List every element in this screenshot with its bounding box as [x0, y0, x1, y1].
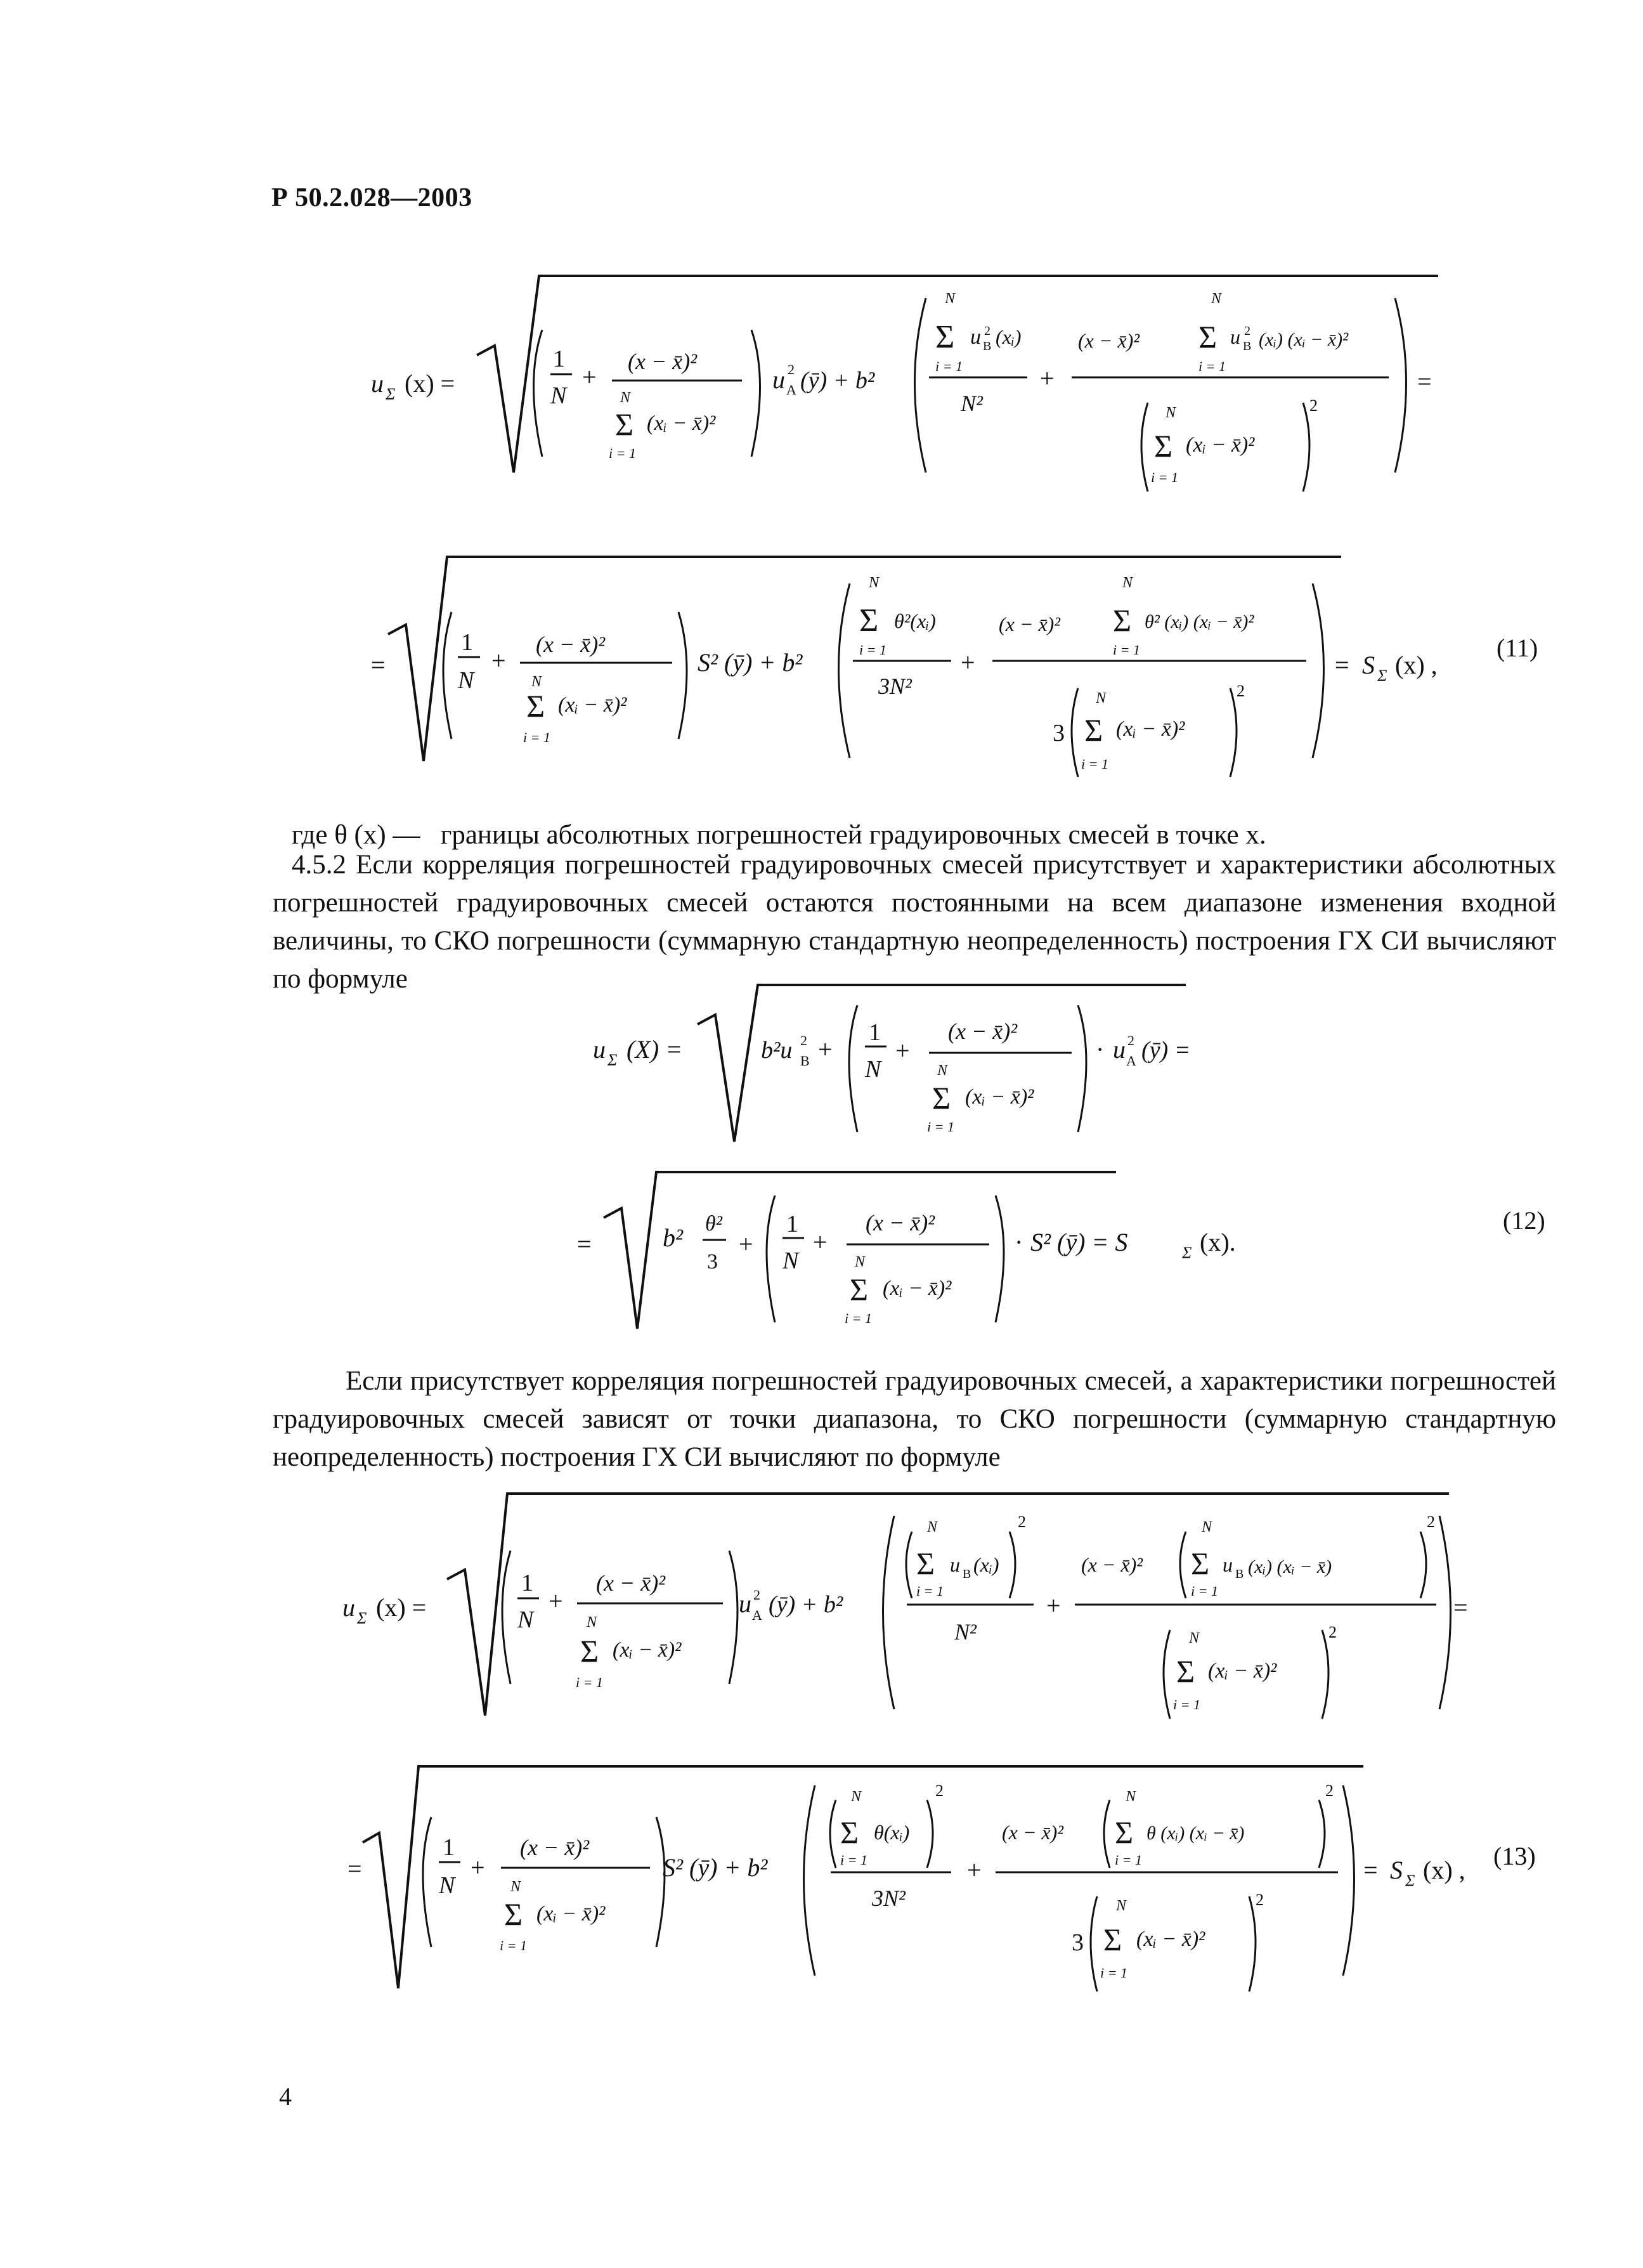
svg-text:(xᵢ): (xᵢ)	[973, 1553, 999, 1576]
svg-text:Σ: Σ	[1191, 1546, 1210, 1581]
svg-text:=: =	[371, 651, 386, 679]
svg-text:i = 1: i = 1	[840, 1852, 867, 1868]
svg-text:Σ: Σ	[1084, 712, 1103, 748]
svg-text:(xᵢ) (xᵢ − x̄)²: (xᵢ) (xᵢ − x̄)²	[1259, 329, 1349, 350]
svg-text:u: u	[342, 1593, 355, 1622]
svg-text:3N²: 3N²	[872, 1886, 906, 1911]
svg-text:θ(xᵢ): θ(xᵢ)	[874, 1821, 910, 1844]
svg-text:2: 2	[1427, 1513, 1435, 1531]
svg-text:u: u	[1230, 325, 1240, 348]
equation-13-line-2	[0, 1754, 1643, 2020]
svg-text:N: N	[550, 382, 567, 409]
svg-text:+: +	[967, 1856, 982, 1884]
svg-text:=: =	[1363, 1856, 1378, 1884]
svg-text:N: N	[1189, 1630, 1200, 1646]
svg-text:2: 2	[788, 362, 795, 377]
svg-text:u: u	[772, 365, 785, 394]
svg-text:1: 1	[461, 629, 473, 656]
equation-11-number: (11)	[1497, 634, 1538, 662]
svg-text:(x − x̄)²: (x − x̄)²	[596, 1570, 666, 1596]
svg-text:u: u	[950, 1553, 960, 1576]
svg-text:2: 2	[753, 1587, 760, 1603]
svg-text:2: 2	[1018, 1513, 1026, 1531]
svg-text:u: u	[593, 1035, 606, 1064]
svg-text:u: u	[970, 325, 981, 349]
svg-text:N: N	[937, 1062, 948, 1079]
svg-text:(x − x̄)²: (x − x̄)²	[1002, 1821, 1063, 1844]
svg-text:u: u	[1113, 1035, 1126, 1064]
svg-text:+: +	[582, 363, 597, 391]
svg-text:Σ: Σ	[1182, 1244, 1192, 1262]
svg-text:Σ: Σ	[935, 319, 955, 355]
svg-text:S² (ȳ) = S: S² (ȳ) = S	[1030, 1228, 1128, 1256]
svg-text:N: N	[1096, 690, 1107, 707]
svg-text:N: N	[865, 1056, 881, 1083]
svg-text:i = 1: i = 1	[1198, 358, 1226, 374]
svg-text:+: +	[1046, 1591, 1061, 1620]
svg-text:(xᵢ − x̄)²: (xᵢ − x̄)²	[1208, 1659, 1277, 1683]
svg-text:i = 1: i = 1	[845, 1310, 872, 1326]
equation-11-line-2	[0, 545, 1643, 799]
svg-text:Σ: Σ	[840, 1815, 859, 1850]
svg-text:+: +	[895, 1036, 910, 1065]
svg-text:1: 1	[869, 1019, 881, 1046]
svg-text:(xᵢ − x̄)²: (xᵢ − x̄)²	[613, 1638, 682, 1662]
svg-text:b²u: b²u	[761, 1037, 793, 1064]
page-number: 4	[279, 2082, 292, 2111]
svg-text:S: S	[1362, 651, 1375, 679]
svg-text:N: N	[458, 667, 474, 694]
svg-text:2: 2	[1328, 1623, 1337, 1641]
svg-text:B: B	[800, 1053, 810, 1069]
svg-text:Σ: Σ	[1377, 667, 1387, 685]
svg-text:N: N	[851, 1789, 862, 1805]
svg-text:(x − x̄)²: (x − x̄)²	[628, 349, 698, 374]
equation-11-line-1	[0, 266, 1643, 507]
svg-text:Σ: Σ	[580, 1633, 599, 1669]
svg-text:(ȳ) + b²: (ȳ) + b²	[769, 1591, 843, 1618]
svg-text:N: N	[620, 389, 631, 406]
svg-text:Σ: Σ	[504, 1896, 523, 1932]
svg-text:3: 3	[1053, 720, 1065, 746]
svg-text:Σ: Σ	[1103, 1922, 1122, 1957]
svg-text:Σ: Σ	[1115, 1815, 1134, 1850]
svg-text:A: A	[1126, 1053, 1136, 1069]
svg-text:N: N	[510, 1879, 521, 1895]
svg-text:B: B	[1243, 339, 1252, 353]
svg-text:=: =	[577, 1230, 592, 1258]
svg-text:2: 2	[1237, 682, 1245, 700]
equation-13-line-1	[0, 1478, 1643, 1738]
svg-text:N²: N²	[954, 1619, 977, 1645]
svg-text:i = 1: i = 1	[576, 1674, 603, 1690]
svg-text:i = 1: i = 1	[1151, 469, 1178, 485]
svg-text:Σ: Σ	[615, 407, 634, 442]
svg-text:Σ: Σ	[859, 603, 879, 639]
svg-text:θ²(xᵢ): θ²(xᵢ)	[894, 609, 936, 632]
svg-text:(xᵢ): (xᵢ)	[996, 325, 1022, 348]
svg-text:i = 1: i = 1	[609, 445, 636, 461]
equation-12-line-2	[0, 1161, 1643, 1345]
svg-text:i = 1: i = 1	[1191, 1583, 1218, 1599]
svg-text:(x − x̄)²: (x − x̄)²	[1078, 329, 1140, 352]
svg-text:B: B	[1235, 1567, 1244, 1581]
svg-text:1: 1	[786, 1211, 798, 1237]
svg-text:(x − x̄)²: (x − x̄)²	[999, 613, 1060, 635]
svg-text:1: 1	[443, 1834, 455, 1861]
svg-text:B: B	[963, 1567, 971, 1581]
svg-text:S² (ȳ) + b²: S² (ȳ) + b²	[663, 1853, 768, 1882]
svg-text:(X) =: (X) =	[627, 1035, 683, 1064]
svg-text:Σ: Σ	[1154, 428, 1173, 464]
svg-text:N: N	[439, 1872, 455, 1899]
svg-text:2: 2	[1256, 1891, 1264, 1909]
svg-text:1: 1	[553, 346, 565, 372]
svg-text:(x − x̄)²: (x − x̄)²	[1081, 1553, 1143, 1576]
svg-text:N: N	[945, 290, 956, 307]
svg-text:(xᵢ − x̄)²: (xᵢ − x̄)²	[1186, 433, 1255, 457]
equation-12-line-1	[0, 977, 1643, 1161]
svg-text:Σ: Σ	[850, 1272, 869, 1307]
svg-text:Σ: Σ	[357, 1609, 367, 1627]
svg-text:2: 2	[1244, 324, 1250, 338]
svg-text:N: N	[1166, 405, 1176, 421]
svg-text:(xᵢ) (xᵢ − x̄): (xᵢ) (xᵢ − x̄)	[1248, 1556, 1332, 1577]
svg-text:N: N	[1202, 1519, 1212, 1535]
svg-text:Σ: Σ	[1176, 1653, 1195, 1689]
svg-text:+: +	[813, 1228, 828, 1256]
svg-text:B: B	[983, 339, 992, 353]
svg-text:(x − x̄)²: (x − x̄)²	[520, 1835, 590, 1860]
svg-text:N: N	[1211, 290, 1222, 307]
svg-text:(ȳ) =: (ȳ) =	[1141, 1037, 1191, 1064]
svg-text:i = 1: i = 1	[1113, 642, 1140, 658]
svg-text:3: 3	[707, 1250, 718, 1274]
svg-text:A: A	[752, 1607, 762, 1623]
equation-12-number: (12)	[1503, 1206, 1545, 1235]
svg-text:Σ: Σ	[1113, 603, 1132, 638]
svg-text:i = 1: i = 1	[500, 1938, 527, 1953]
svg-text:(xᵢ − x̄)²: (xᵢ − x̄)²	[1136, 1927, 1205, 1951]
svg-text:Σ: Σ	[1405, 1872, 1415, 1890]
svg-text:3: 3	[1072, 1929, 1084, 1956]
svg-text:i = 1: i = 1	[1115, 1852, 1142, 1868]
svg-text:(x) ,: (x) ,	[1423, 1856, 1465, 1884]
svg-text:u: u	[371, 369, 384, 398]
svg-text:i = 1: i = 1	[1100, 1965, 1127, 1981]
svg-text:2: 2	[984, 324, 990, 338]
svg-text:Σ: Σ	[916, 1546, 935, 1581]
svg-text:Σ: Σ	[526, 688, 545, 724]
svg-text:N: N	[855, 1254, 866, 1270]
svg-text:(xᵢ − x̄)²: (xᵢ − x̄)²	[883, 1277, 952, 1300]
svg-text:+: +	[549, 1587, 563, 1615]
svg-text:u: u	[1223, 1553, 1233, 1576]
theta-legend-term: где θ (x) —	[292, 820, 420, 850]
svg-text:(x).: (x).	[1200, 1228, 1236, 1256]
svg-text:S² (ȳ) + b²: S² (ȳ) + b²	[698, 648, 803, 677]
svg-text:3N²: 3N²	[878, 674, 912, 699]
svg-text:N: N	[587, 1614, 597, 1631]
svg-text:N: N	[517, 1606, 534, 1633]
svg-text:(x − x̄)²: (x − x̄)²	[536, 632, 606, 657]
svg-text:i = 1: i = 1	[935, 358, 963, 374]
svg-text:2: 2	[935, 1782, 944, 1800]
svg-text:u: u	[739, 1589, 751, 1618]
svg-text:2: 2	[1325, 1782, 1334, 1800]
svg-text:+: +	[818, 1035, 833, 1064]
svg-text:S: S	[1390, 1856, 1403, 1884]
svg-text:1: 1	[521, 1570, 533, 1596]
svg-text:(xᵢ − x̄)²: (xᵢ − x̄)²	[965, 1085, 1034, 1109]
svg-text:i = 1: i = 1	[1173, 1697, 1200, 1712]
svg-text:N: N	[927, 1519, 938, 1535]
svg-text:2: 2	[1309, 396, 1318, 415]
svg-text:(xᵢ − x̄)²: (xᵢ − x̄)²	[1116, 717, 1185, 741]
svg-text:=: =	[347, 1854, 362, 1883]
svg-text:N²: N²	[961, 391, 983, 416]
svg-text:(x) ,: (x) ,	[1395, 651, 1438, 679]
svg-text:i = 1: i = 1	[859, 642, 886, 658]
svg-text:i = 1: i = 1	[916, 1583, 944, 1599]
svg-text:θ (xᵢ) (xᵢ − x̄): θ (xᵢ) (xᵢ − x̄)	[1146, 1823, 1245, 1844]
svg-text:2: 2	[800, 1033, 807, 1048]
svg-text:(ȳ) + b²: (ȳ) + b²	[800, 367, 875, 394]
svg-text:·: ·	[1096, 1035, 1105, 1064]
svg-text:·: ·	[1015, 1228, 1023, 1256]
theta-legend-definition: границы абсолютных погрешностей градуировочных смесей в точке x.	[440, 820, 1266, 850]
svg-text:+: +	[961, 648, 975, 677]
svg-text:(x) =: (x) =	[405, 369, 455, 398]
svg-text:(x) =: (x) =	[376, 1593, 427, 1622]
document-code: Р 50.2.028—2003	[271, 183, 472, 212]
svg-text:θ² (xᵢ) (xᵢ − x̄)²: θ² (xᵢ) (xᵢ − x̄)²	[1145, 611, 1254, 632]
svg-text:Σ: Σ	[607, 1051, 618, 1069]
svg-text:θ²: θ²	[705, 1212, 722, 1235]
svg-text:b²: b²	[663, 1223, 683, 1252]
svg-text:(xᵢ − x̄)²: (xᵢ − x̄)²	[558, 693, 627, 717]
svg-text:(x − x̄)²: (x − x̄)²	[948, 1019, 1018, 1044]
equation-13-number: (13)	[1493, 1842, 1536, 1870]
svg-text:Σ: Σ	[1198, 319, 1218, 355]
svg-text:N: N	[869, 575, 880, 591]
svg-text:+: +	[471, 1853, 485, 1882]
svg-text:Σ: Σ	[386, 385, 396, 403]
svg-text:(x − x̄)²: (x − x̄)²	[866, 1210, 935, 1235]
svg-text:=: =	[1335, 651, 1349, 679]
svg-text:N: N	[783, 1248, 799, 1274]
svg-text:i = 1: i = 1	[927, 1119, 954, 1135]
svg-text:N: N	[1122, 575, 1133, 591]
svg-text:i = 1: i = 1	[523, 729, 550, 745]
svg-text:N: N	[531, 674, 542, 690]
svg-text:2: 2	[1127, 1033, 1134, 1048]
svg-text:(xᵢ − x̄)²: (xᵢ − x̄)²	[536, 1902, 606, 1926]
svg-text:+: +	[1040, 364, 1055, 393]
paragraph-correlation: Если присутствует корреляция погрешностей градуировочных смесей, а характеристики погрешностей градуировочных смесей зависят от точки диапазона, то СКО погрешности (суммарную стандартную неопределенность) построения ГХ СИ вычисляют по формуле	[273, 1366, 1556, 1472]
svg-text:=: =	[1453, 1593, 1468, 1622]
svg-text:=: =	[1417, 367, 1432, 396]
svg-text:N: N	[1116, 1898, 1127, 1914]
svg-text:+: +	[739, 1230, 753, 1258]
svg-text:i = 1: i = 1	[1081, 756, 1108, 772]
svg-text:N: N	[1126, 1789, 1136, 1805]
svg-text:(xᵢ − x̄)²: (xᵢ − x̄)²	[647, 412, 716, 435]
svg-text:+: +	[491, 646, 506, 675]
paragraph-4-5-2: 4.5.2 Если корреляция погрешностей градуировочных смесей присутствует и характеристики абсолютных погрешностей градуировочных смесей остаются постоянными на всем диапазоне изменения входной величины, то СКО погрешности (суммарную стандартную неопределенность) построения ГХ СИ вычисляют по формуле	[273, 850, 1556, 994]
svg-text:A: A	[786, 382, 796, 398]
svg-text:Σ: Σ	[932, 1080, 951, 1116]
